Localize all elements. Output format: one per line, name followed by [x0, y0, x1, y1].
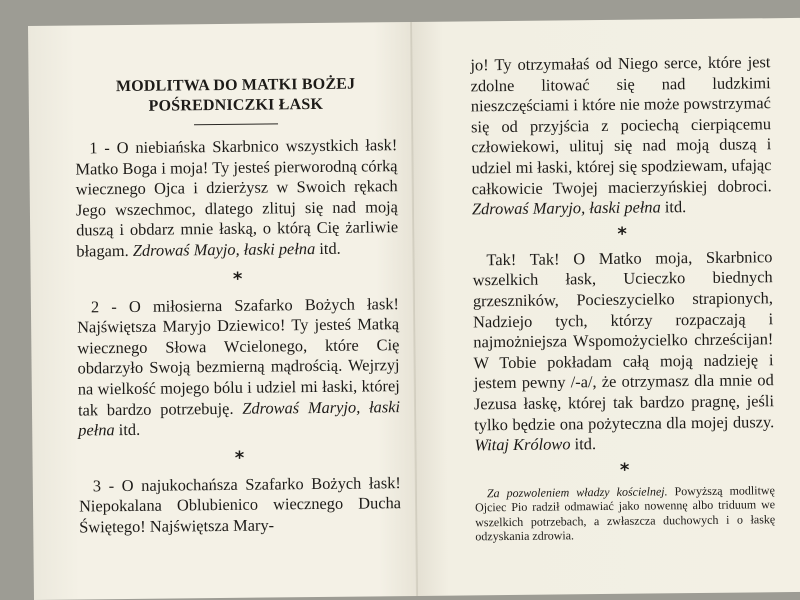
separator-star-4: *	[619, 459, 630, 481]
paragraph-3-end: itd.	[660, 197, 687, 217]
paragraph-4-refrain: Witaj Królowo	[474, 434, 571, 455]
paragraph-3-cont-text: jo! Ty otrzymałaś od Niego serce, które jest zdolne litować się nad ludzkimi nieszczęściami i które nie może powstrzymać się od przyjścia z pociechą cierpiącemu człowiekowi, ulituj się nad moją duszą i udziel mi łaski, której się spodziewam, ufając całkowicie Twojej macierzyńskiej dobroci.	[470, 52, 772, 198]
left-page	[28, 22, 418, 600]
separator-star-3: *	[617, 223, 628, 245]
paragraph-2-end: itd.	[114, 419, 141, 440]
left-column	[75, 74, 402, 538]
separator-star-2: *	[234, 447, 245, 469]
paragraph-4-end: itd.	[570, 434, 597, 454]
prayer-paragraph-2	[77, 294, 400, 442]
title-divider	[194, 123, 278, 125]
paragraph-1-text: 1 - O niebiańska Skarbnico wszystkich łask! Matko Boga i moja! Ty jesteś pierworodną córką wiecznego Ojca i dzierżysz w Swoich rękach Jego wszechmoc, dlatego zlituj się nad moją duszą i obdarz mnie łaską, o którą Cię żarliwie błagam.	[75, 135, 399, 261]
paragraph-1-refrain: Zdrowaś Mayjo, łaski pełna	[132, 238, 316, 260]
note-permission: Za pozwoleniem władzy kościelnej.	[486, 484, 668, 500]
prayer-title	[75, 74, 397, 117]
right-page	[412, 18, 800, 596]
paragraph-2-text: 2 - O miłosierna Szafarko Bożych łask! Najświętsza Maryjo Dziewico! Ty jesteś Matką wiecznego Słowa Wcielonego, które Cię obdarzyło Swoją bezmierną mądrością. Wejrzyj na wielkość mojego bólu i udziel mi łaski, której tak bardzo potrzebuję.	[77, 293, 400, 420]
prayer-booklet	[28, 18, 800, 600]
prayer-paragraph-4	[472, 247, 774, 456]
note-text: Powyższą modlitwę Ojciec Pio radził odmawiać jako nowennę albo triduum we wszelkich potrzebach, a zwłaszcza duchowych i o łaskę odzyskania zdrowia.	[474, 482, 776, 544]
separator-star-1: *	[232, 268, 243, 290]
title-line-1: MODLITWA DO MATKI BOŻEJ	[115, 75, 356, 96]
paragraph-2-refrain: Zdrowaś Maryjo, łaski pełna	[78, 396, 401, 440]
prayer-paragraph-3-continued	[470, 52, 772, 220]
title-line-2: POŚREDNICZKI ŁASK	[148, 95, 324, 115]
imprimatur-note	[475, 483, 776, 545]
paragraph-3-refrain: Zdrowaś Maryjo, łaski pełna	[471, 197, 661, 219]
prayer-paragraph-1	[75, 135, 398, 262]
prayer-paragraph-3: 3 - O najukochańsza Szafarko Bożych łask! Niepokalana Oblubienico wiecznego Ducha Świętego! Najświętsza Mary-	[78, 472, 402, 537]
paragraph-1-end: itd.	[315, 238, 341, 258]
paragraph-4-text: Tak! Tak! O Matko moja, Skarbnico wszelkich łask, Ucieczko biednych grzeszników, Pocieszycielko strapionych, Nadziejo tych, którzy rozpaczają i najmożniejsza Wspomożycielko chrześcijan! W Tobie pokładam całą moją nadzieję i jestem pewny /-a/, że otrzymasz dla mnie od Jezusa łaskę, której tak bardzo pragnę, jeśli tylko będzie ona pożyteczna dla mojej duszy.	[472, 246, 775, 434]
right-column	[470, 52, 775, 544]
